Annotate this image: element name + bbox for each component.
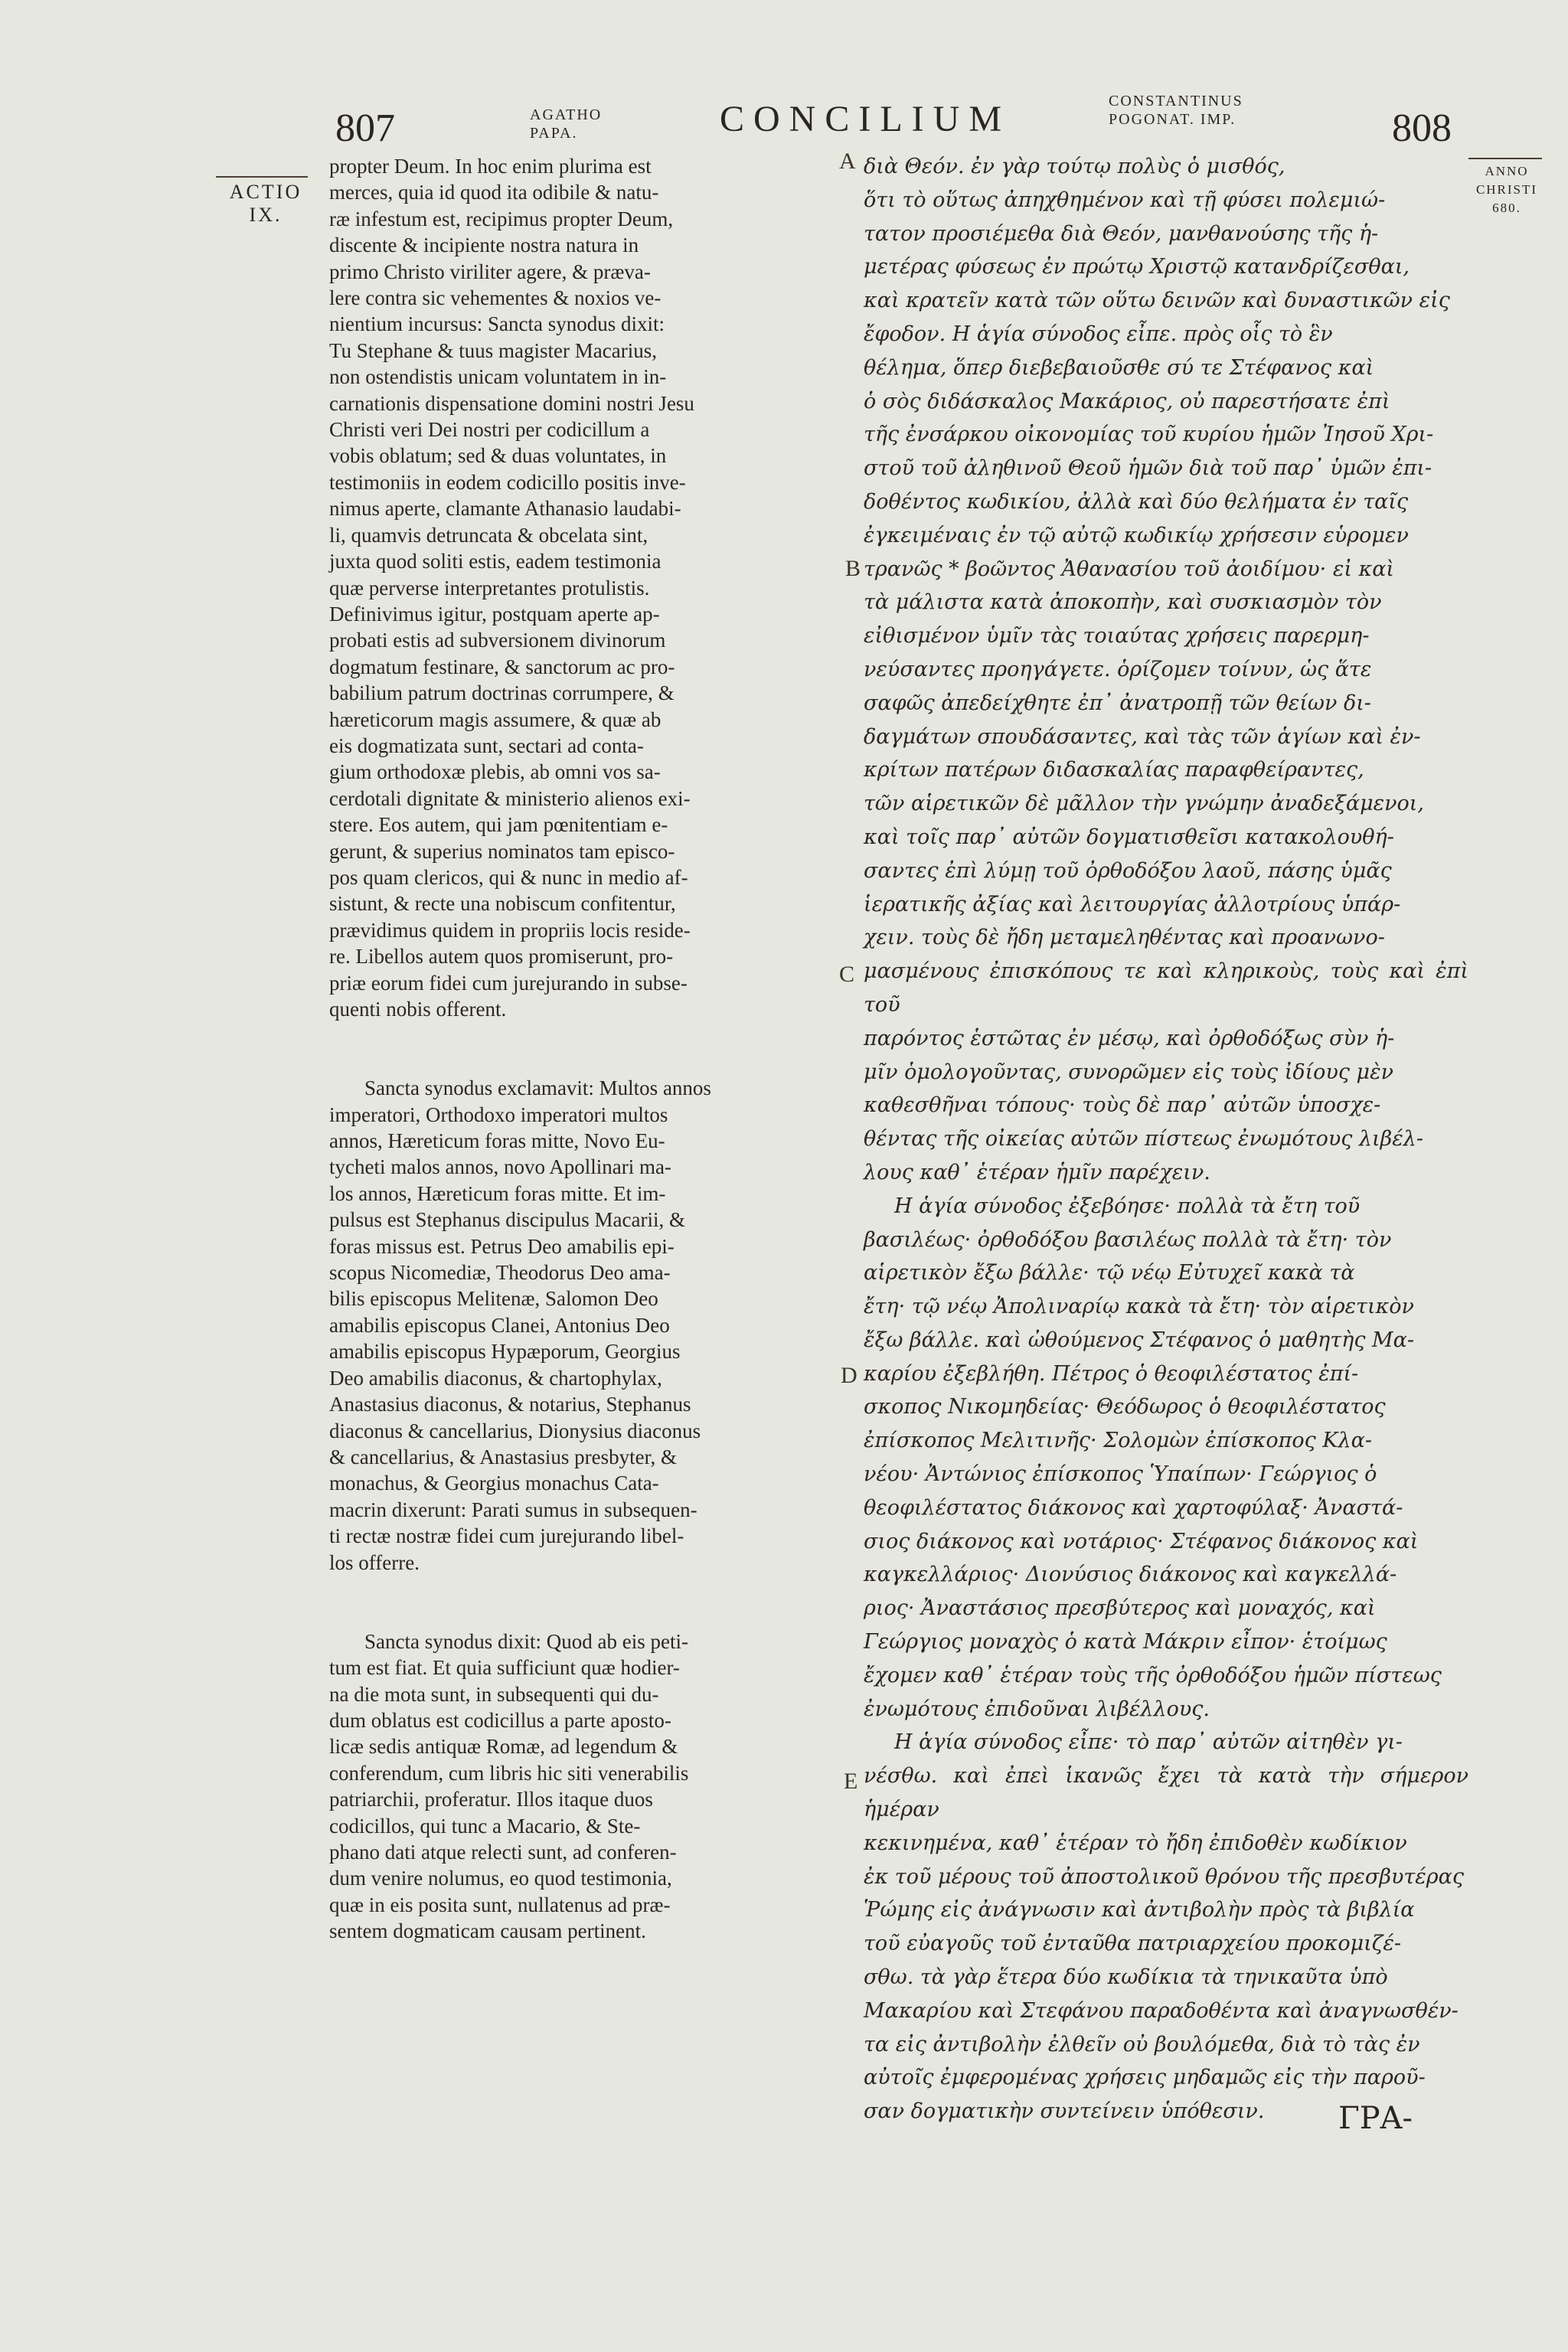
- greek-line: τα εἰς ἀντιβολὴν ἐλθεῖν οὐ βουλόμεθα, διὰ τὸ τὰς ἐν: [864, 2032, 1420, 2056]
- latin-line: amabilis episcopus Hypæporum, Georgius: [329, 1340, 681, 1364]
- greek-line: ἔξω βάλλε. καὶ ὠθούμενος Στέφανος ὁ μαθητὴς Μα-: [864, 1328, 1415, 1352]
- latin-line: monachus, & Georgius monachus Cata-: [329, 1472, 659, 1495]
- greek-line: Μακαρίου καὶ Στεφάνου παραδοθέντα καὶ ἀναγνωσθέν-: [864, 1998, 1459, 2023]
- greek-line: σαντες ἐπὶ λύμῃ τοῦ ὀρθοδόξου λαοῦ, πάσης ὑμᾶς: [864, 858, 1392, 883]
- latin-line: cerdotali dignitate & ministerio alienos exi-: [329, 786, 691, 810]
- latin-line: priæ eorum fidei cum jurejurando in subse-: [329, 971, 688, 995]
- latin-line: prævidimus quidem in propriis locis reside-: [329, 918, 691, 942]
- header-emperor-title: POGONAT. IMP.: [1109, 111, 1236, 128]
- greek-line: σαν δογματικὴν συντείνειν ὑπόθεσιν.: [864, 2099, 1265, 2124]
- latin-line: dum oblatus est codicillus a parte aposto-: [329, 1708, 671, 1732]
- latin-line: babilium patrum doctrinas corrumpere, &: [329, 681, 675, 705]
- latin-line: scopus Nicomediæ, Theodorus Deo ama-: [329, 1261, 671, 1285]
- latin-line: imperatori, Orthodoxo imperatori multos: [329, 1102, 668, 1126]
- latin-line: [329, 1602, 835, 1628]
- latin-line: lere contra sic vehementes & noxios ve-: [329, 286, 662, 310]
- latin-line: tycheti malos annos, novo Apollinari ma-: [329, 1155, 671, 1179]
- latin-line: ræ infestum est, recipimus propter Deum,: [329, 207, 674, 230]
- latin-line: na die mota sunt, in subsequenti qui du-: [329, 1682, 659, 1706]
- greek-line: σθω. τὰ γὰρ ἕτερα δύο κωδίκια τὰ τηνικαῦτα ὑπὸ: [864, 1965, 1388, 1990]
- greek-line: ἔχομεν καθ᾽ ἑτέραν τοὺς τῆς ὀρθοδόξου ἡμῶν πίστεως: [864, 1663, 1442, 1687]
- greek-line: καγκελλάριος· Διονύσιος διάκονος καὶ καγκελλά-: [864, 1563, 1397, 1587]
- latin-line: & cancellarius, & Anastasius presbyter, &: [329, 1445, 678, 1468]
- greek-line: ἱερατικῆς ἀξίας καὶ λειτουργίας ἀλλοτρίους ὑπάρ-: [864, 892, 1401, 916]
- latin-line: Anastasius diaconus, & notarius, Stephanus: [329, 1393, 691, 1416]
- latin-line: nientium incursus: Sancta synodus dixit:: [329, 312, 665, 336]
- margin-anno-word: ANNO: [1485, 164, 1529, 178]
- latin-line: dogmatum festinare, & sanctorum ac pro-: [329, 655, 675, 678]
- latin-line: nimus aperte, clamante Athanasio laudabi-: [329, 497, 681, 521]
- greek-line: καθεσθῆναι τόπους· τοὺς δὲ παρ᾽ αὐτῶν ὑποσχε-: [864, 1093, 1381, 1118]
- latin-line: gium orthodoxæ plebis, ab omni vos sa-: [329, 760, 661, 784]
- latin-line: gerunt, & superius nominatos tam episco-: [329, 839, 675, 863]
- margin-rule: [216, 176, 308, 178]
- section-mark-c: C: [839, 962, 855, 987]
- greek-line: παρόντος ἑστῶτας ἐν μέσῳ, καὶ ὀρθοδόξως σὺν ἡ-: [864, 1026, 1395, 1050]
- greek-line: χειν. τοὺς δὲ ἤδη μεταμεληθέντας καὶ προανωνο-: [864, 926, 1385, 950]
- latin-line: Definivimus igitur, postquam aperte ap-: [329, 602, 660, 626]
- latin-line: quæ in eis posita sunt, nullatenus ad præ-: [329, 1893, 671, 1916]
- latin-line: phano dati atque relecti sunt, ad conferen-: [329, 1841, 677, 1864]
- latin-line: merces, quia id quod ita odibile & natu-: [329, 181, 659, 204]
- greek-line: ὁ σὸς διδάσκαλος Μακάριος, οὐ παρεστήσατε ἐπὶ: [864, 389, 1390, 413]
- latin-line: ti rectæ nostræ fidei cum jurejurando libel-: [329, 1524, 684, 1548]
- catchword: ΓΡΑ-: [1338, 2101, 1413, 2136]
- latin-line: stere. Eos autem, qui jam pœnitentiam e-: [329, 813, 668, 837]
- greek-line: σκοπος Νικομηδείας· Θεόδωρος ὁ θεοφιλέστατος: [864, 1395, 1386, 1419]
- greek-line: νεύσαντες προηγάγετε. ὁρίζομεν τοίνυν, ὡς ἅτε: [864, 657, 1372, 681]
- greek-line: ἔφοδον. Η ἁγία σύνοδος εἶπε. πρὸς οἷς τὸ ἓν: [864, 322, 1333, 346]
- greek-line: διὰ Θεόν. ἐν γὰρ τούτῳ πολὺς ὁ μισθός,: [864, 155, 1285, 178]
- latin-line: testimoniis in eodem codicillo positis inve-: [329, 470, 686, 494]
- section-mark-d: D: [841, 1363, 858, 1388]
- margin-note-anno: [1468, 158, 1545, 217]
- latin-line: Tu Stephane & tuus magister Macarius,: [329, 338, 657, 362]
- latin-line: re. Libellos autem quos promiserunt, pro-: [329, 945, 674, 969]
- greek-line: μετέρας φύσεως ἐν πρώτῳ Χριστῷ κατανδρίζεσθαι,: [864, 255, 1410, 279]
- greek-line: νέσθω. καὶ ἐπεὶ ἱκανῶς ἔχει τὰ κατὰ τὴν σήμερον ἡμέραν: [864, 1764, 1468, 1822]
- latin-line: conferendum, cum libris hic siti venerabilis: [329, 1761, 689, 1785]
- latin-line: propter Deum. In hoc enim plurima est: [329, 155, 652, 178]
- latin-line: foras missus est. Petrus Deo amabilis epi-: [329, 1234, 675, 1258]
- greek-line: θεοφιλέστατος διάκονος καὶ χαρτοφύλαξ· Ἀναστά-: [864, 1495, 1403, 1520]
- greek-line: αὐτοῖς ἐμφερομένας χρήσεις μηδαμῶς εἰς τὴν παροῦ-: [864, 2066, 1426, 2090]
- margin-actio-word: ACTIO: [229, 181, 302, 203]
- greek-column: [864, 150, 1468, 2128]
- header-pope: [530, 106, 602, 142]
- greek-line: μῖν ὁμολογοῦντας, συνορῶμεν εἰς τοὺς ἰδίους μὲν: [864, 1060, 1394, 1084]
- latin-line: annos, Hæreticum foras mitte, Novo Eu-: [329, 1129, 665, 1153]
- greek-line: τὰ μάλιστα κατὰ ἀποκοπὴν, καὶ συσκιασμὸν τὸν: [864, 590, 1382, 615]
- greek-line: νέου· Ἀντώνιος ἐπίσκοπος Ὑπαίπων· Γεώργιος ὁ: [864, 1462, 1377, 1487]
- greek-line: εἰθισμένον ὑμῖν τὰς τοιαύτας χρήσεις παρερμη-: [864, 624, 1370, 648]
- header-emperor: [1109, 92, 1243, 129]
- section-mark-b: B: [845, 556, 861, 581]
- latin-line: pos quam clericos, qui & nunc in medio af-: [329, 865, 688, 889]
- greek-line: τοῦ εὐαγοῦς τοῦ ἐνταῦθα πατριαρχείου προκομιζέ-: [864, 1932, 1401, 1956]
- greek-line: θέντας τῆς οἰκείας αὐτῶν πίστεως ἐνωμότους λιβέλ-: [864, 1127, 1423, 1152]
- header-emperor-name: CONSTANTINUS: [1109, 93, 1243, 109]
- margin-rule: [1468, 158, 1542, 159]
- latin-line: vobis oblatum; sed & duas voluntates, in: [329, 444, 667, 468]
- greek-line: σιος διάκονος καὶ νοτάριος· Στέφανος διάκονος καὶ: [864, 1529, 1419, 1553]
- header-pope-title: PAPA.: [530, 125, 578, 142]
- latin-line: bilis episcopus Melitenæ, Salomon Deo: [329, 1287, 658, 1311]
- greek-line: τῶν αἱρετικῶν δὲ μᾶλλον τὴν γνώμην ἀναδεξάμενοι,: [864, 792, 1424, 816]
- latin-line: li, quamvis detruncata & obcelata sint,: [329, 523, 648, 547]
- greek-line: Η ἁγία σύνοδος εἶπε· τὸ παρ᾽ αὐτῶν αἰτηθὲν γι-: [894, 1730, 1403, 1755]
- latin-line: juxta quod soliti estis, eadem testimonia: [329, 550, 662, 573]
- latin-line: hæreticorum magis assumere, & quæ ab: [329, 707, 662, 731]
- latin-line: patriarchii, proferatur. Illos itaque duos: [329, 1788, 653, 1811]
- greek-line: τῆς ἐνσάρκου οἰκονομίας τοῦ κυρίου ἡμῶν Ἰησοῦ Χρι-: [864, 423, 1434, 447]
- latin-line: discente & incipiente nostra natura in: [329, 234, 639, 257]
- latin-line: [329, 1049, 835, 1075]
- latin-line: [329, 1022, 835, 1048]
- greek-line: καὶ τοῖς παρ᾽ αὐτῶν δογματισθεῖσι κατακολουθή-: [864, 825, 1394, 849]
- latin-line: probati estis ad subversionem divinorum: [329, 629, 666, 652]
- section-mark-e: E: [844, 1769, 858, 1794]
- latin-line: Sancta synodus exclamavit: Multos annos: [364, 1076, 711, 1100]
- greek-line: ἐγκειμέναις ἐν τῷ αὐτῷ κωδικίῳ χρήσεσιν εὑρομεν: [864, 523, 1409, 547]
- running-header: [0, 83, 1568, 159]
- latin-line: sentem dogmaticam causam pertinent.: [329, 1919, 646, 1943]
- latin-line: [329, 1576, 835, 1602]
- header-title: CONCILIUM: [720, 99, 1011, 139]
- latin-line: eis dogmatizata sunt, sectari ad conta-: [329, 733, 644, 757]
- greek-line: ἐπίσκοπος Μελιτινῆς· Σολομὼν ἐπίσκοπος Κλα-: [864, 1429, 1372, 1453]
- latin-line: dum venire nolumus, eo quod testimonia,: [329, 1867, 672, 1890]
- greek-line: ὅτι τὸ οὕτως ἀπηχθημένον καὶ τῇ φύσει πολεμιώ-: [864, 188, 1386, 212]
- greek-line: ἐνωμότους ἐπιδοῦναι λιβέλλους.: [864, 1697, 1210, 1721]
- latin-line: tum est fiat. Et quia sufficiunt quæ hodier-: [329, 1656, 680, 1680]
- margin-year: 680.: [1492, 201, 1521, 215]
- greek-line: δοθέντος κωδικίου, ἀλλὰ καὶ δύο θελήματα ἐν ταῖς: [864, 489, 1409, 514]
- latin-line: pulsus est Stephanus discipulus Macarii, &: [329, 1208, 685, 1232]
- header-pope-name: AGATHO: [530, 106, 603, 123]
- greek-line: τατον προσιέμεθα διὰ Θεόν, μανθανούσης τῆς ἡ-: [864, 221, 1379, 246]
- latin-line: amabilis episcopus Clanei, Antonius Deo: [329, 1313, 670, 1337]
- margin-christi-word: CHRISTI: [1475, 182, 1538, 197]
- greek-line: καρίου ἐξεβλήθη. Πέτρος ὁ θεοφιλέστατος ἐπί-: [864, 1361, 1359, 1386]
- latin-column: [329, 153, 835, 1945]
- latin-line: Sancta synodus dixit: Quod ab eis peti-: [364, 1629, 688, 1653]
- latin-line: diaconus & cancellarius, Dionysius diaconus: [329, 1419, 701, 1442]
- page-number-right: 808: [1392, 106, 1452, 150]
- latin-line: primo Christo viriliter agere, & præva-: [329, 260, 651, 283]
- greek-line: σαφῶς ἀπεδείχθητε ἐπ᾽ ἀνατροπῇ τῶν θείων δι-: [864, 691, 1371, 715]
- greek-line: θέλημα, ὅπερ διεβεβαιοῦσθε σύ τε Στέφανος καὶ: [864, 355, 1374, 380]
- latin-line: codicillos, qui tunc a Macario, & Ste-: [329, 1814, 641, 1838]
- greek-line: τρανῶς * βοῶντος Ἀθανασίου τοῦ ἀοιδίμου· εἰ καὶ: [864, 557, 1395, 581]
- greek-line: κεκινημένα, καθ᾽ ἑτέραν τὸ ἤδη ἐπιδοθὲν κωδίκιον: [864, 1831, 1407, 1855]
- greek-line: μασμένους ἐπισκόπους τε καὶ κληρικοὺς, τοὺς καὶ ἐπὶ τοῦ: [864, 959, 1468, 1017]
- greek-line: λους καθ᾽ ἑτέραν ἡμῖν παρέχειν.: [864, 1160, 1210, 1184]
- greek-line: Ῥώμης εἰς ἀνάγνωσιν καὶ ἀντιβολὴν πρὸς τὰ βιβλία: [864, 1898, 1415, 1922]
- greek-line: ἐκ τοῦ μέρους τοῦ ἀποστολικοῦ θρόνου τῆς πρεσβυτέρας: [864, 1864, 1465, 1889]
- margin-actio-number: IX.: [249, 204, 283, 226]
- greek-line: κρίτων πατέρων διδασκαλίας παραφθείραντες,: [864, 758, 1364, 782]
- latin-line: non ostendistis unicam voluntatem in in-: [329, 365, 667, 389]
- greek-line: αἱρετικὸν ἔξω βάλλε· τῷ νέῳ Εὐτυχεῖ κακὰ τὰ: [864, 1261, 1355, 1285]
- greek-line: ἔτη· τῷ νέῳ Ἀπολιναρίῳ κακὰ τὰ ἔτη· τὸν αἱρετικὸν: [864, 1295, 1414, 1319]
- greek-line: Η ἁγία σύνοδος ἐξεβόησε· πολλὰ τὰ ἔτη τοῦ: [894, 1194, 1361, 1218]
- latin-line: Christi veri Dei nostri per codicillum a: [329, 418, 650, 442]
- latin-line: licæ sedis antiquæ Romæ, ad legendum &: [329, 1735, 678, 1759]
- margin-note-actio: [216, 176, 315, 227]
- latin-line: los annos, Hæreticum foras mitte. Et im-: [329, 1181, 666, 1205]
- latin-line: Deo amabilis diaconus, & chartophylax,: [329, 1366, 662, 1390]
- greek-line: στοῦ τοῦ ἀληθινοῦ Θεοῦ ἡμῶν διὰ τοῦ παρ᾽ ὑμῶν ἐπι-: [864, 456, 1432, 481]
- latin-line: sistunt, & recte una nobiscum confitentur,: [329, 892, 676, 916]
- greek-line: βασιλέως· ὀρθοδόξου βασιλέως πολλὰ τὰ ἔτη· τὸν: [864, 1227, 1392, 1252]
- greek-line: δαγμάτων σπουδάσαντες, καὶ τὰς τῶν ἁγίων καὶ ἐν-: [864, 724, 1421, 749]
- latin-line: los offerre.: [329, 1550, 420, 1574]
- latin-line: macrin dixerunt: Parati sumus in subsequen-: [329, 1498, 697, 1521]
- greek-line: καὶ κρατεῖν κατὰ τῶν οὕτω δεινῶν καὶ δυναστικῶν εἰς: [864, 289, 1450, 313]
- section-mark-a: A: [839, 149, 856, 174]
- greek-line: Γεώργιος μοναχὸς ὁ κατὰ Μάκριν εἶπον· ἑτοίμως: [864, 1630, 1387, 1655]
- latin-line: carnationis dispensatione domini nostri Jesu: [329, 391, 694, 415]
- page-number-left: 807: [335, 106, 395, 150]
- greek-line: ριος· Ἀναστάσιος πρεσβύτερος καὶ μοναχός, καὶ: [864, 1596, 1376, 1621]
- latin-line: quenti nobis offerent.: [329, 998, 507, 1021]
- latin-line: quæ perverse interpretantes protulistis.: [329, 576, 650, 599]
